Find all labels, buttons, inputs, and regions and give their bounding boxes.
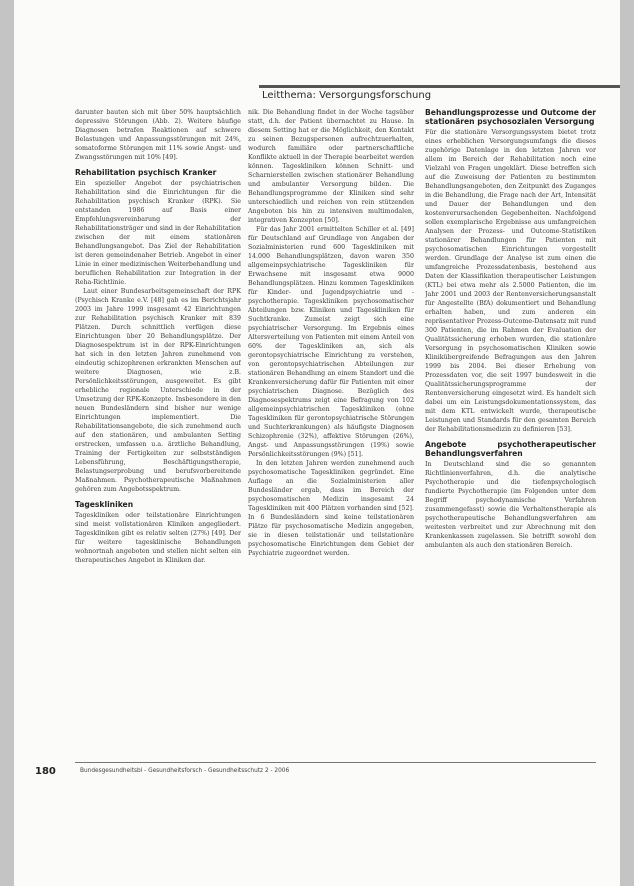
section-heading: Angebote psychotherapeutischer Behandlungsverfahren <box>425 440 596 458</box>
paragraph: darunter bauten sich mit über 50% hauptsächlich depressive Störungen (Abb. 2). Weitere häufige Diagnosen betrafen Reaktionen auf schwere Belastungen und Anpassungsstörungen mit 24%, somatoforme Störungen mit 11% sowie Angst- und Zwangsstörungen mit 10% [49]. <box>75 109 241 161</box>
page-number: 180 <box>35 766 56 777</box>
running-head-rule <box>259 85 620 88</box>
paragraph: Tageskliniken oder teilstationäre Einrichtungen sind meist vollstationären Kliniken angegliedert. Tageskliniken gibt es relativ selten (27%) [49]. Der für weitere tagesklinische Behandlungen wohnortnah angeboten und stellen nicht selten ein therapeutisches Angebot in Kliniken dar. <box>75 512 241 564</box>
running-head-title: Leitthema: Versorgungsforschung <box>262 90 432 101</box>
footer-rule <box>75 762 596 763</box>
text-column-2 <box>248 108 414 756</box>
paragraph: In Deutschland sind die so genannten Richtlinienverfahren, d.h. die analytische Psychotherapie und die tiefenpsychologisch fundierte Psychotherapie (im Folgenden unter dem Begriff psychodynamische Verfahren zusammengefasst) sowie die Verhaltenstherapie als psychotherapeutische Behandlungsverfahren am weitesten verbreitet und zur Abrechnung mit den Krankenkassen zugelassen. Sie betrifft sowohl den ambulanten als auch den stationären Bereich. <box>425 461 596 549</box>
paragraph: Für das Jahr 2001 ermittelten Schiller et al. [49] für Deutschland auf Grundlage von Angaben der Sozialministerien rund 600 Tageskliniken mit 14.000 Behandlungsplätzen, davon waren 350 allgemeinpsychiatrische Tageskliniken für Erwachsene mit insgesamt etwa 9000 Behandlungsplätzen. Hinzu kommen Tageskliniken für Kinder- und Jugendpsychiatrie und -psychotherapie. Tageskliniken psychosomatischer Abteilungen bzw. Kliniken und Tageskliniken für Suchtkranke. Zumeist zeigt sich eine psychiatrischer Versorgung. Im Ergebnis eines Altersverteilung von Patienten mit einem Anteil von 60% der Tageskliniken an, sich als gerontopsychiatrische Einrichtung zu verstehen, von gerontopsychiatrischen Abteilungen zur stationären Behandlung an einem Standort und die Krankenversicherung dafür für Patienten mit einer psychiatrischen Diagnose. Bezüglich des Diagnosespektrums zeigt eine Befragung von 102 allgemeinpsychiatrischen Tageskliniken (ohne Tageskliniken für gerontopsychiatrische Störungen und Suchterkrankungen) als häufigste Diagnosen Schizophrenie (32%), affektive Störungen (26%), Angst- und Anpassungsstörungen (19%) sowie Persönlichkeitsstörungen (9%) [51]. <box>248 226 414 458</box>
section-heading: Behandlungsprozesse und Outcome der stationären psychosozialen Versorgung <box>425 108 596 126</box>
paragraph: Laut einer Bundesarbeitsgemeinschaft der RPK (Psychisch Kranke e.V. [48] gab es im Berichtsjahr 2003 im Jahre 1999 insgesamt 42 Einrichtungen zur Rehabilitation psychisch Kranker mit 839 Plätzen. Durch schnittlich verfügen diese Einrichtungen über 20 Behandlungsplätze. Der Diagnosespektrum ist in der RPK-Einrichtungen hat sich in den letzten Jahren zunehmend von eindeutig schizophrenen erkrankten Menschen auf weitere Diagnosen, wie z.B. Persönlichkeitsstörungen, ausgeweitet. Es gibt erhebliche regionale Unterschiede in der Umsetzung der RPK-Konzepte. Insbesondere in den neuen Bundesländern sind bisher nur wenige Einrichtungen implementiert. Die Rehabilitationsangebote, die sich zunehmend auch auf den stationären, und ambulanten Setting erstrecken, umfassen u.a. ärztliche Behandlung, Training der Fertigkeiten zur selbstständigen Lebensführung, Beschäftigungstherapie, Belastungserprobung und berufsvorbereitende Maßnahmen. Psychotherapeutische Maßnahmen gehören zum Angebotsspektrum. <box>75 288 241 493</box>
text-column-3 <box>425 108 596 756</box>
paragraph: Für die stationäre Versorgungssystem bietet trotz eines erheblichen Versorgungsumfangs die dieses zugehörige Datenlage in den letzten Jahren vor allem im Bereich der Rehabilitation noch eine Vielzahl von Fragen ungeklärt. Diese betreffen sich auf die Zuweisung der Patienten zu bestimmten Behandlungsangeboten, den Zeitpunkt des Zuganges in die Behandlung, die Frage nach der Art, Intensität und Dauer der Behandlungen und den kostenverursachenden Gegebenheiten. Nachfolgend sollen exemplarische Ergebnisse aus umfangreichen Analysen der Prozess- und Outcome-Statistiken stationärer Behandlungen für Patienten mit psychosomatischen Einrichtungen vorgestellt werden. Grundlage der Analyse ist zum einen die umfangreiche Prozessdatenbasis, bestehend aus Daten der Klassifikation therapeutischer Leistungen (KTL) bei etwa mehr als 2.5000 Patienten, die im Jahr 2001 und 2003 der Rentenversicherungsanstalt für Angestellte (BfA) dokumentiert und Behandlung erhalten haben, und zum anderen ein repräsentativer Prozess-Outcome-Datensatz mit rund 300 Patienten, die im Rahmen der Evaluation der Qualitätssicherung erhoben wurden, die stationäre Versorgung in psychosomatischen Kliniken sowie Klinikübergreifende Befragungen aus den Jahren 1999 bis 2004. Bei dieser Erhebung von Prozessdaten vor, die seit 1997 bundesweit in die Qualitätssicherungsprogramme der Rentenversicherung eingesetzt wird. Es handelt sich dabei um ein Leistungsdokumentationssystem, das mit dem KTL entwickelt wurde, therapeutische Leistungen und Standards für den gesamten Bereich der Rehabilitationsmedizin zu definieren [53]. <box>425 129 596 433</box>
section-heading: Rehabilitation psychisch Kranker <box>75 168 217 177</box>
paragraph: In den letzten Jahren werden zunehmend auch psychosomatische Tageskliniken gegründet. Eine Auflage an die Sozialministerien aller Bundesländer ergab, dass im Bereich der psychosomatischen Medizin insgesamt 24 Tageskliniken mit 400 Plätzen vorhanden sind [52]. In 6 Bundesländern sind keine teilstationären Plätze für psychosomatische Medizin angegeben, sie in diesen teilstationär und teilstationäre psychosomatische Einrichtungen dem Gebiet der Psychiatrie zugeordnet werden. <box>248 460 414 557</box>
paragraph: nik. Die Behandlung findet in der Woche tagsüber statt, d.h. der Patient übernachtet zu Hause. In diesem Setting hat er die Möglichkeit, den Kontakt zu seinen Bezugspersonen aufrechtzuerhalten, wodurch familiäre oder partnerschaftliche Konflikte aktuell in der Therapie bearbeitet werden können. Tageskliniken können Schnitt- und Scharnierstellen zwischen stationärer Behandlung und ambulanter Versorgung bilden. Die Behandlungsprogramme der Kliniken sind sehr unterschiedlich und reichen von rein stützenden Angeboten bis hin zu intensiven multimodalen, integrativen Konzepten [50]. <box>248 109 414 224</box>
section-heading: Tageskliniken <box>75 500 134 509</box>
text-column-1 <box>75 108 241 756</box>
journal-citation: Bundesgesundheitsbl - Gesundheitsforsch - Gesundheitsschutz 2 - 2006 <box>80 768 290 774</box>
paragraph: Ein spezieller Angebot der psychiatrischen Rehabilitation sind die Einrichtungen für die Rehabilitation psychisch Kranker (RPK). Sie entstanden 1986 auf Basis einer Empfehlungsvereinbarung der Rehabilitationsträger und sind in der Rehabilitation zwischen der mit einem stationären Behandlungsangebot. Das Ziel der Rehabilitation ist deren gemeindenaher Betrieb. Angebot in einer Linie in einer medizinischen Weiterbehandlung und beruflichen Rehabilitation zur Integration in der Reha-Richtlinie. <box>75 180 241 286</box>
journal-page <box>14 0 620 886</box>
